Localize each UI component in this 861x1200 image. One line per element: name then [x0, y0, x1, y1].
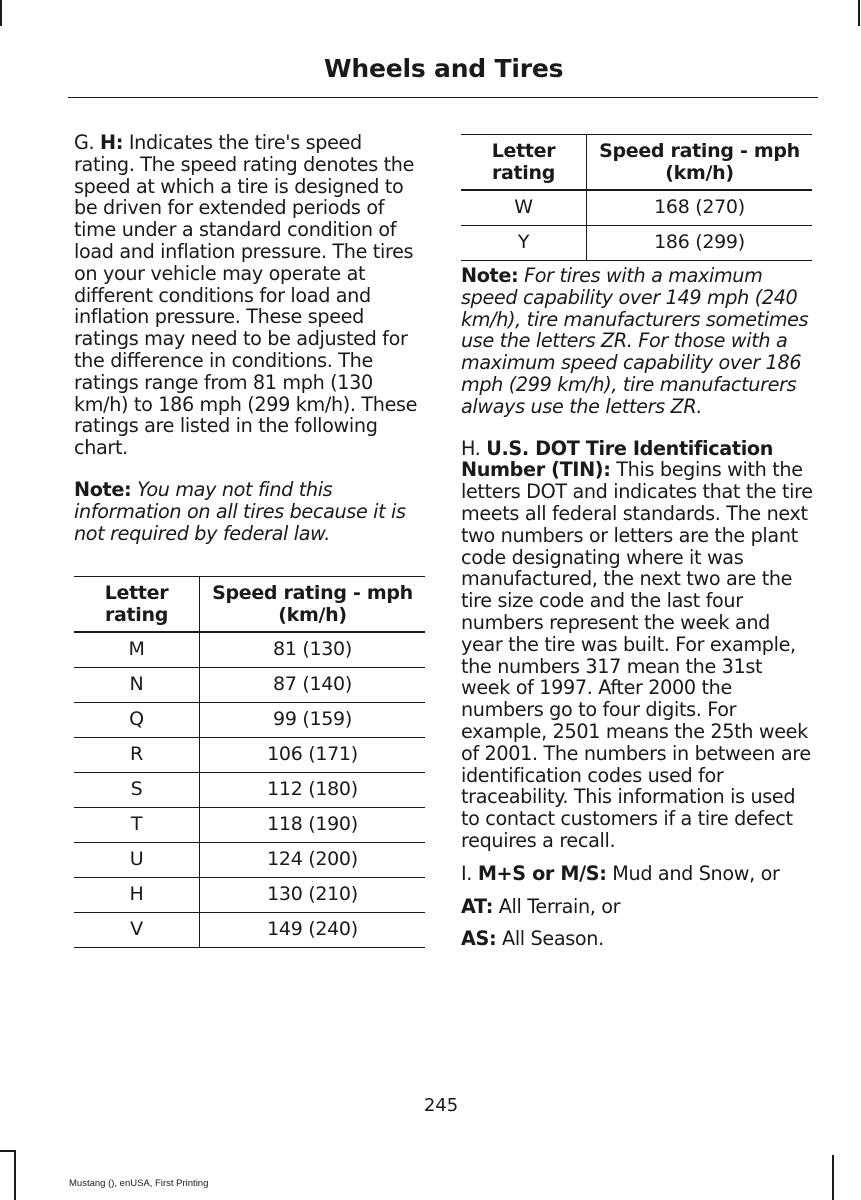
speed-cell: 130 (210) [200, 878, 426, 913]
table-header-row [461, 135, 812, 191]
table-row [74, 632, 425, 668]
item-key: AS: [461, 927, 497, 951]
header-speed-rating: Speed rating - mph (km/h) [200, 577, 426, 633]
note-label: Note: [461, 264, 519, 287]
speed-cell: 149 (240) [200, 913, 426, 948]
mud-snow-paragraph [461, 863, 815, 885]
crop-mark-bottom-right [832, 1155, 834, 1200]
speed-rating-table-continued [461, 134, 812, 261]
table-header-row [74, 577, 425, 633]
item-key: AT: [461, 894, 494, 918]
zr-note [461, 265, 815, 418]
header-speed-rating: Speed rating - mph (km/h) [587, 135, 813, 191]
table-row [461, 226, 812, 261]
speed-cell: 87 (140) [200, 668, 426, 703]
letter-cell: W [461, 190, 587, 226]
page-number: 245 [423, 1095, 459, 1116]
speed-cell: 81 (130) [200, 632, 426, 668]
right-column [461, 132, 815, 950]
letter-cell: T [74, 808, 200, 843]
item-prefix: H. [461, 436, 487, 460]
note-text: For tires with a maximum speed capability over 149 mph (240 km/h), tire manufacturers sometimes use the letters ZR. For those with a maximum speed capability over 186 mph (299 km/h), tire manufacturers always use the letters ZR. [461, 264, 809, 418]
letter-cell: Y [461, 226, 587, 261]
letter-cell: H [74, 878, 200, 913]
crop-mark-bottom-left [14, 1150, 16, 1200]
header-letter-rating: Letter rating [461, 135, 587, 191]
speed-cell: 124 (200) [200, 843, 426, 878]
crop-mark-bottom-left-horizontal [0, 1150, 15, 1152]
speed-cell: 168 (270) [587, 190, 813, 226]
table-row [74, 878, 425, 913]
page-title: Wheels and Tires [324, 54, 564, 83]
note-text: You may not find this information on all tires because it is not required by federal law. [74, 477, 406, 545]
table-row [74, 668, 425, 703]
table-row [74, 703, 425, 738]
item-key: H: [100, 131, 124, 154]
note-label: Note: [74, 477, 132, 501]
item-text: This begins with the letters DOT and indicates that the tire meets all federal standards. The next two numbers or letters are the plant code designating where it was manufactured, the next two are the tire size code and the last four numbers represent the week and year the tire was built. For example, the numbers 317 mean the 31st week of 1997. After 2000 the numbers go to four digits. For example, 2501 means the 25th week of 2001. The numbers in between are identification codes used for traceability. This information is used to contact customers if a tire defect requires a recall. [461, 458, 813, 852]
left-column [74, 132, 428, 948]
letter-cell: S [74, 773, 200, 808]
all-season-paragraph [461, 928, 815, 950]
letter-cell: N [74, 668, 200, 703]
item-text: Mud and Snow, or [606, 861, 780, 885]
dot-tin-paragraph [461, 438, 815, 852]
item-key: M+S or M/S: [477, 861, 607, 885]
footer-imprint: Mustang (), enUSA, First Printing [69, 1178, 209, 1189]
table-row [74, 773, 425, 808]
speed-rating-paragraph [74, 132, 428, 459]
table-row [74, 808, 425, 843]
table-row [461, 190, 812, 226]
header-letter-rating: Letter rating [74, 577, 200, 633]
item-key: U.S. DOT Tire Identification Number (TIN): [461, 436, 774, 482]
speed-cell: 118 (190) [200, 808, 426, 843]
item-prefix: G. [74, 131, 101, 154]
crop-mark-top-right [858, 0, 860, 26]
speed-cell: 112 (180) [200, 773, 426, 808]
letter-cell: U [74, 843, 200, 878]
all-terrain-paragraph [461, 896, 815, 918]
table-row [74, 738, 425, 773]
letter-cell: V [74, 913, 200, 948]
speed-cell: 186 (299) [587, 226, 813, 261]
speed-cell: 99 (159) [200, 703, 426, 738]
letter-cell: Q [74, 703, 200, 738]
table-row [74, 913, 425, 948]
item-text: All Season. [496, 927, 604, 951]
item-text: All Terrain, or [493, 894, 621, 918]
header-rule [68, 97, 818, 98]
speed-cell: 106 (171) [200, 738, 426, 773]
item-text: Indicates the tire's speed rating. The speed rating denotes the speed at which a tire is designed to be driven for extended periods of time under a standard condition of load and inflation pressure. The tires on your vehicle may operate at different conditions for load and inflation pressure. These speed ratings may need to be adjusted for the difference in conditions. The ratings range from 81 mph (130 km/h) to 186 mph (299 km/h). These ratings are listed in the following chart. [74, 131, 418, 460]
letter-cell: M [74, 632, 200, 668]
crop-mark-top-left [0, 0, 2, 26]
speed-rating-table [74, 576, 425, 948]
table-row [74, 843, 425, 878]
speed-rating-note [74, 479, 428, 544]
letter-cell: R [74, 738, 200, 773]
item-prefix: I. [461, 861, 478, 885]
